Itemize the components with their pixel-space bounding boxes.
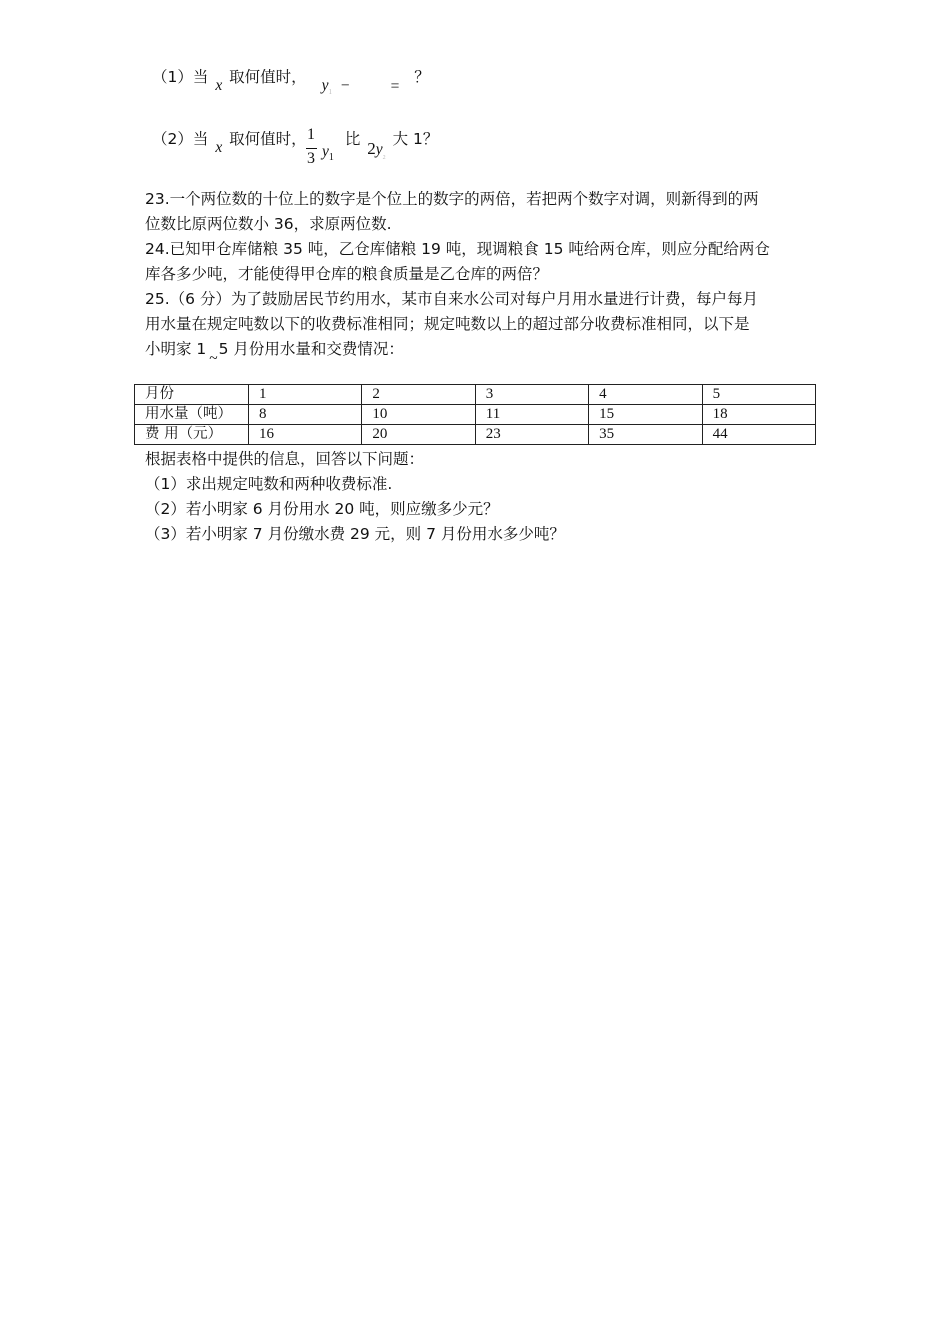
q22-part2 bbox=[152, 128, 307, 156]
question-mark: ？ bbox=[414, 68, 430, 86]
table-cell: 15 bbox=[589, 405, 702, 425]
q22-part2-text: 取何值时， bbox=[229, 130, 307, 148]
q23-line1: 23.一个两位数的十位上的数字是个位上的数字的两倍，若把两个数字对调，则新得到的两 bbox=[145, 190, 759, 208]
equals-sign: = bbox=[390, 78, 400, 95]
row-label: 用水量（吨） bbox=[135, 405, 249, 425]
fraction-numerator: 1 bbox=[307, 126, 315, 143]
table-cell: 16 bbox=[249, 425, 362, 445]
var-y1: y bbox=[322, 143, 329, 160]
table-cell: 8 bbox=[249, 405, 362, 425]
var-y2: y bbox=[375, 141, 383, 158]
table-cell: 10 bbox=[362, 405, 475, 425]
q22-part1-text: 取何值时， bbox=[229, 68, 307, 86]
q25-line3-start: 小明家 1 bbox=[145, 340, 207, 358]
table-cell: 5 bbox=[702, 385, 815, 405]
q22-part1-number: （1）当 bbox=[152, 68, 209, 86]
var-x: x bbox=[215, 77, 223, 94]
minus-sign: − bbox=[340, 77, 350, 94]
table-cell: 11 bbox=[475, 405, 588, 425]
table-cell: 1 bbox=[249, 385, 362, 405]
var-y1-subscript: 1 bbox=[328, 152, 334, 163]
q25-line3-end: 5 月份用水量和交费情况： bbox=[218, 340, 404, 358]
table-cell: 23 bbox=[475, 425, 588, 445]
water-usage-table bbox=[134, 384, 816, 445]
var-y-subscript: 1 bbox=[328, 88, 332, 96]
table-row bbox=[135, 405, 816, 425]
q24-line1: 24.已知甲仓库储粮 35 吨，乙仓库储粮 19 吨，现调粮食 15 吨给两仓库，则应分配给两仓 bbox=[145, 240, 770, 258]
q25-line1: 25.（6 分）为了鼓励居民节约用水，某市自来水公司对每户月用水量进行计费，每户每月 bbox=[145, 290, 758, 308]
fraction-denominator: 3 bbox=[307, 150, 315, 167]
table-cell: 35 bbox=[589, 425, 702, 445]
var-y: y bbox=[321, 77, 329, 94]
question-1: （1）求出规定吨数和两种收费标准. bbox=[145, 475, 393, 493]
var-y2-subscript: 2 bbox=[382, 155, 386, 161]
table-cell: 20 bbox=[362, 425, 475, 445]
question-3: （3）若小明家 7 月份缴水费 29 元，则 7 月份用水多少吨？ bbox=[145, 525, 565, 543]
table-cell: 44 bbox=[702, 425, 815, 445]
q22-part2-number: （2）当 bbox=[152, 130, 209, 148]
q25-line3 bbox=[145, 338, 404, 367]
var-x: x bbox=[215, 139, 223, 156]
bi-text: 比 bbox=[344, 130, 361, 148]
question-2: （2）若小明家 6 月份用水 20 吨，则应缴多少元？ bbox=[145, 500, 499, 518]
table-cell: 4 bbox=[589, 385, 702, 405]
table-cell: 3 bbox=[475, 385, 588, 405]
coefficient-two: 2 bbox=[367, 139, 376, 158]
table-row bbox=[135, 385, 816, 405]
q22-part1 bbox=[152, 66, 430, 96]
fraction-bar bbox=[306, 148, 317, 149]
table-cell: 18 bbox=[702, 405, 815, 425]
q22-part2-end: 大 1？ bbox=[392, 130, 439, 148]
q23-line2: 位数比原两位数小 36，求原两位数. bbox=[145, 215, 392, 233]
table-cell: 2 bbox=[362, 385, 475, 405]
table-row bbox=[135, 425, 816, 445]
row-label: 费 用（元） bbox=[135, 425, 249, 445]
q25-line2: 用水量在规定吨数以下的收费标准相同；规定吨数以上的超过部分收费标准相同，以下是 bbox=[145, 315, 750, 333]
row-label: 月份 bbox=[135, 385, 249, 405]
q24-line2: 库各多少吨，才能使得甲仓库的粮食质量是乙仓库的两倍？ bbox=[145, 265, 549, 283]
range-tilde: ~ bbox=[209, 350, 218, 367]
questions-intro: 根据表格中提供的信息，回答以下问题： bbox=[145, 450, 425, 468]
q22-part2-tail bbox=[322, 128, 439, 163]
